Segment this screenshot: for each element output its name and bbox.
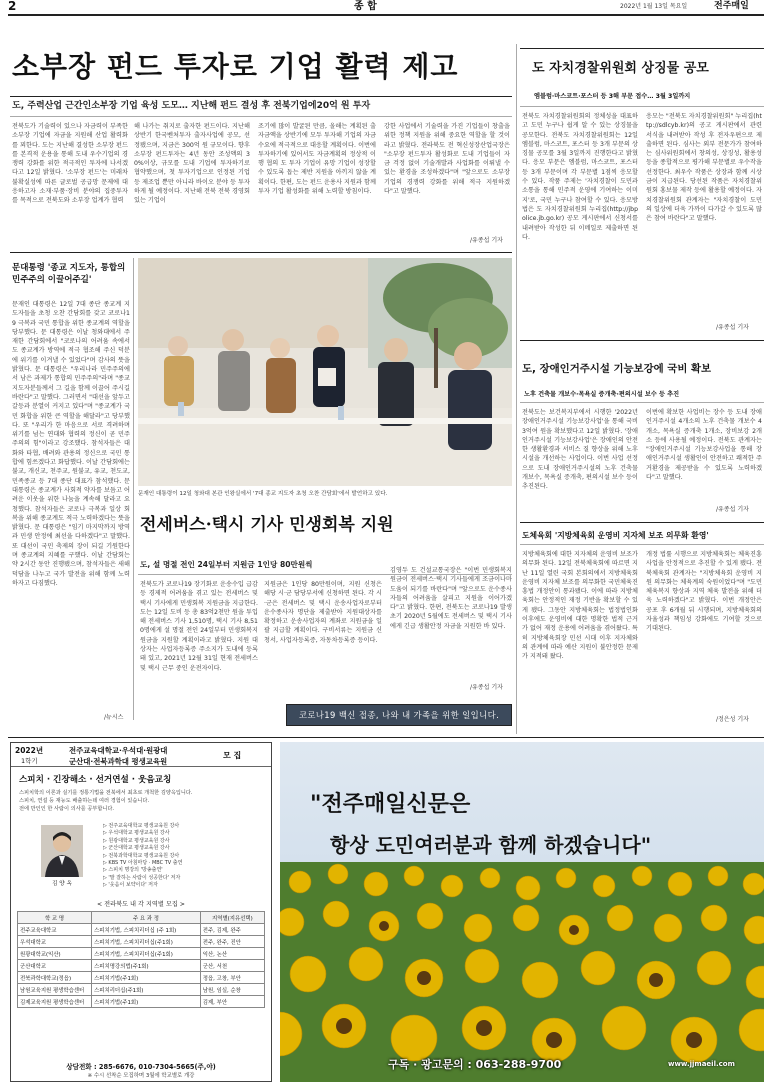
sunflower-ad (280, 742, 764, 1082)
right-mid-byline: /유종섭 기자 (716, 506, 749, 513)
right-mid-headline: 도, 장애인거주시설 기능보강에 국비 확보 (522, 363, 712, 375)
right-top-byline: /유종섭 기자 (716, 324, 749, 331)
ad-term: 1학기 (21, 757, 38, 765)
table-cell: 스피치기법, 스피치리더십(주1회) (92, 936, 201, 948)
section-name: 종 합 (354, 1, 377, 12)
right-bot-byline: /정은성 기자 (716, 716, 749, 723)
table-row (18, 996, 265, 1008)
table-row (18, 972, 265, 984)
page-header (8, 0, 764, 14)
ad-contact: 상담전화 : 285-6676, 010-7304-5665(주,야) (66, 1063, 216, 1071)
ad-top-band (11, 743, 271, 767)
ad-slogan-line-1: "전주매일신문은 (310, 791, 471, 817)
table-cell: 남원, 임실, 순창 (200, 984, 264, 996)
profile-line: ▷ 군산대학교 평생교육원 강사 (103, 845, 170, 852)
right-mid-sub-rule (520, 402, 764, 403)
table-cell: 김제교육지원 평생학습센터 (18, 996, 92, 1008)
table-row (18, 960, 265, 972)
table-header: 지역별(지유선택) (200, 912, 264, 924)
left-column-divider (133, 258, 134, 720)
ad-school-line-1: 전주교육대학교·우석대·원광대 (69, 746, 168, 755)
vaccine-banner-text: 코로나19 백신 접종, 나와 내 가족을 위한 일입니다. (298, 710, 500, 720)
table-cell: 김제, 부안 (200, 996, 264, 1008)
table-cell: 스피치기법(주1회) (92, 972, 201, 984)
table-cell: 스피치리더십(주1회) (92, 984, 201, 996)
lead-bottom-rule (10, 252, 512, 253)
table-cell: 스피치기법(주1회) (92, 996, 201, 1008)
issue-date: 2022년 1월 13일 목요일 (620, 3, 688, 10)
lead-headline: 소부장 펀드 투자로 기업 활력 제고 (12, 50, 459, 83)
page-number: 2 (8, 0, 17, 13)
right-bot-headline: 도체육회 '지방체육회 운영비 지자체 보조 의무화 환영' (522, 531, 709, 540)
right-bot-sub-rule (520, 544, 764, 545)
left-byline: /뉴시스 (104, 714, 124, 721)
header-rule (8, 14, 764, 16)
profile-line: ▷ 원광대학교 평생교육원 강사 (103, 837, 170, 844)
profile-line: ▷ 우석대학교 평생교육원 강사 (103, 830, 170, 837)
ad-intro-3: 전에 만인인 한 사람이 의사를 공부합니다. (19, 806, 115, 812)
bus-subhead: 도, 설 명절 전인 24일부터 지원금 1인당 80만원씩 (140, 560, 313, 569)
table-header-row (18, 912, 265, 924)
ad-subscribe-contact: 구독 · 광고문의 : 063-288-9700 (388, 1058, 562, 1071)
right-bot-col-2: 개정 법률 시행으로 지방체육회는 체육진흥 사업을 안정적으로 추진할 수 있게 됐다. 전북체육회 관계자는 "지방체육회 운영비 지원 의무화는 체육계의 숙원이었다"며 "도민 체육복지 향상과 지역 체육 발전을 위해 더욱 노력하겠다"고 밝혔다. 이번 개정안은 공포 후 6개월 뒤 시행되며, 지방체육회의 자율성과 책임성 강화에도 기여할 것으로 기대된다. (646, 551, 762, 633)
lead-col-4: 강한 사업에서 기술력을 가진 기업들이 창출을 위한 정책 지원을 위해 중요한 역할을 할 것이라고 밝혔다. 전라북도 전 혁신성장산업국장은 "소부장 펀드투자 활성화로 도내 기업들이 자금 걱정 없이 기술개발과 사업화를 이뤄낼 수 있는 환경을 조성하겠다"며 "앞으로도 소부장 기업의 경쟁력 강화를 위해 적극 지원하겠다"고 말했다. (384, 123, 510, 196)
ad-recruit: 모 집 (223, 751, 242, 760)
lead-sub-rule (10, 116, 512, 117)
vaccine-banner (286, 704, 512, 726)
right-top-headline: 도 자치경찰위원회 상징물 공모 (532, 61, 709, 76)
instructor-portrait (41, 825, 83, 877)
profile-line: ▷ 전주교육대학교 평생교육원 강사 (103, 823, 180, 829)
instructor-name: 김 양 옥 (52, 881, 72, 887)
table-row (18, 924, 265, 936)
instructor-profile (103, 823, 269, 890)
lead-rule (10, 96, 512, 97)
table-cell: 원광대학교(익산) (18, 948, 92, 960)
table-cell: 익산, 논산 (200, 948, 264, 960)
table-cell: 군산대학교 (18, 960, 92, 972)
table-cell: 전주교육대학교 (18, 924, 92, 936)
news-photo (138, 258, 512, 486)
table-cell: 스피치기법, 스피치리더십(주1회) (92, 948, 201, 960)
bus-col-2: 지원금은 1인당 80만원이며, 지원 신청은 해당 시·군 담당부서에 신청하면 된다. 각 시·군은 전세버스 및 택시 운송사업자로부터 운수종사자 명단을 제출받아 지원대상자를 확정하고 운송사업자의 계좌로 지원금을 일괄 지급할 계획이다. 구비서류는 지원금 신청서, 사업자등록증, 자동차등록증 등이다. (264, 581, 382, 644)
ad-slogan-line-2: 항상 도민여러분과 함께 하겠습니다" (330, 833, 652, 857)
right-column-divider (516, 44, 517, 734)
lead-subhead: 도, 주력산업 근간인소부장 기업 육성 도모… 지난해 펀드 결성 후 전북기업에20억 원 투자 (12, 101, 371, 111)
table-cell: 전주, 김제, 완주 (200, 924, 264, 936)
lead-col-1: 전북도가 기술력이 있으나 자금력이 부족한 소부장 기업에 자금을 지원해 산업 활력화를 꾀한다. 도는 지난해 결성한 소부장 펀드를 본격적 운용을 통해 도내 우수기업의 경쟁력 강화를 위한 적극적인 투자에 나서겠다고 12일 밝혔다. '소부장 펀드'는 미래차 불확실성에 따른 글로벌 공급망 문제에 대응하고자 소재·부품·장비 분야의 집중투자를 목적으로 전북도와 소부장 업계가 협력 (12, 123, 128, 205)
table-cell: 정읍, 고창, 부안 (200, 972, 264, 984)
left-headline: 문대통령 '종교 지도자, 통합의 민주주의 이끌어주길' (12, 263, 126, 285)
profile-line: ▷ 스피치 명강의 '방송출연' (103, 867, 163, 874)
profile-line: ▷ '웃음이 보약이다' 저자 (103, 882, 158, 889)
table-row (18, 984, 265, 996)
table-header: 주 요 과 정 (92, 912, 201, 924)
lead-col-2: 해 나가는 취지로 출자한 펀드이다. 지난해 상반기 한국벤처투자 출자사업에 공모, 선정됐으며, 지금은 300억 원 규모이다. 향후 소부장 펀드투자는 4년 동안 조성액의 30%이상, 규모를 도내 기업에 투자하기로 협약했으며, 첫 투자기업으로 인정된 기업 등 제조업 뿐만 아니라 바이오 분야 등 투자하게 될 예정이다. 지난해 전북 전북 경영회 있는 기업이 (134, 123, 250, 205)
right-top-subhead: 엠블럼·마스코트·포스터 등 3해 부문 접수… 3월 3일까지 (534, 93, 691, 100)
right-top-sub-rule (520, 106, 764, 107)
profile-line: ▷ '말 잘하는 사람이 성공한다' 저자 (103, 874, 181, 881)
lead-byline: /유종섭 기자 (470, 237, 503, 244)
ad-table-title: < 전라북도 내 각 지역별 모집 > (97, 901, 185, 908)
photo-caption: 문재인 대통령이 12일 청와대 본관 인왕실에서 '7대 종교 지도자 초청 오찬 간담회'에서 발언하고 있다. (138, 491, 388, 497)
ad-region-table (17, 911, 265, 1008)
paper-name: 전주매일 (714, 1, 749, 11)
table-header: 학 교 명 (18, 912, 92, 924)
table-cell: 군산, 서천 (200, 960, 264, 972)
table-row (18, 936, 265, 948)
ad-school-line-2: 군산대·전북과학대 평생교육원 (69, 757, 168, 766)
table-cell: 남원교육지원 평생학습센터 (18, 984, 92, 996)
right-mid-subhead: 노후 건축물 개보수·목욕실 증개축·편의시설 보수 등 추진 (524, 391, 680, 398)
bus-col-3: 김영두 도 건설교통국장은 "이번 민생회복지원금이 전세버스·택시 기사들에게 조금이나마 도움이 되기를 바란다"며 "앞으로도 운수종사자들의 어려움을 살피고 지원을 이어가겠다"고 밝혔다. 한편, 전북도는 코로나19 발생 초기 2020년 5월에도 전세버스 및 택시 기사에게 긴급 생활안정 자금을 지원한 바 있다. (390, 567, 512, 630)
right-bot-rule (520, 522, 764, 523)
lead-col-3: 조기에 많이 발굴된 만큼, 올해는 계획된 출자금액을 상반기에 모두 투자해 기업의 자금 수요에 적극적으로 대응할 계획이다. 이번에 투자하기에 있어서도 자금계획의 정상적 이행 협의 도 투자 기업이 유망 기업이 성장할 수 있도록 돕는 제반 지원을 아끼지 않을 계획이다. 한편, 도는 펀드 운용사 지원과 함께 투자 기업 활성화를 위해 노력할 방침이다. (258, 123, 376, 196)
right-mid-col-2: 이번에 확보한 사업비는 장수 등 도내 장애인거주시설 4개소의 노후 건축물 개보수 4개소, 목욕실 증개축 1개소, 장비보강 2개소 등에 사용될 예정이다. 전북도 관계자는 "장애인거주시설 기능보강사업을 통해 장애인거주시설 생활인이 안전하고 쾌적한 주거환경을 제공받을 수 있도록 노력하겠다"고 말했다. (646, 409, 762, 482)
right-top-col-1: 전북도 자치경찰위원회의 정체성을 대표하고 도민 누구나 쉽게 알 수 있는 상징물을 공모한다. 전북도 자치경찰위원회는 12일 엠블럼, 마스코트, 포스터 등 3개 부문의 상징물 공모를 3월 3일까지 진행한다고 밝혔다. 응모 부문은 엠블럼, 마스코트, 포스터 등 3개 부문이며 각 부문별 1점씩 응모할 수 있다. 작품 주제는 '자치경찰이 도민과 소통을 통해 민주적 운영에 기여하는 이미지'로, 국민 누구나 참여할 수 있다. 응모방법은 도 자치경찰위원회 누리집(http://jbpolice.jb.go.kr) 공모 게시판에서 신청서를 내려받아 작성한 뒤 이메일로 제출하면 된다. (522, 113, 638, 241)
ad-website[interactable]: www.jjmaeil.com (668, 1060, 735, 1068)
bus-byline: /유종섭 기자 (470, 684, 503, 691)
table-cell: 스피치기법, 스피치리더십 (주 1회) (92, 924, 201, 936)
ad-year: 2022년 (15, 746, 44, 755)
ad-section-rule (8, 737, 764, 738)
table-cell: 전주, 완주, 진안 (200, 936, 264, 948)
left-body: 문재인 대통령은 12일 7대 종단 종교계 지도자들을 초청 오찬 간담회를 갖고 코로나19 극복과 국민 통합을 위한 종교계의 역할을 당부했다. 문 대통령은 이날 청와대에서 주재한 간담회에서 "코로나의 어려움 속에서도 종교계가 방역에 적극 협조해 주신 덕분에 위기를 이겨낼 수 있었다"며 감사의 뜻을 밝혔다. 문 대통령은 "우리나라 민주주의에서 남은 과제가 통합의 민주주의"라며 "종교 지도자분들께서 그 길을 함께 이끌어 주시길 바란다"고 말했다. 그러면서 "대선을 앞두고 갈등과 분열이 커지고 있다"며 "종교계가 국민 화합을 위한 큰 역할을 해달라"고 당부했다. 또 "우리가 한 마음으로 서로 격려하며 위기를 넘는 연대와 협력의 정신이 곧 민주주의의 힘"이라고 강조했다. 참석자들은 대화와 타협, 배려와 관용의 정신으로 국민 통합에 힘쓰겠다고 화답했다. 이날 간담회에는 불교, 개신교, 천주교, 원불교, 유교, 천도교, 민족종교 등 7대 종단 대표가 참석했다. 문 대통령은 종교계가 사회적 약자를 보듬고 어려운 이웃을 위한 나눔을 계속해 달라고 요청했다. 참석자들은 코로나 극복과 일상 회복을 위해 종교계도 적극 노력하겠다는 뜻을 밝혔다. 문 대통령은 "임기 마지막까지 방역과 민생 안정에 최선을 다하겠다"고 말했다. 또 대선이 국민 축제의 장이 되길 기원한다며 종교계의 지혜를 구했다. 이날 간담회는 약 2시간 동안 진행됐으며, 참석자들은 새해 덕담을 나누고 국가 발전을 위해 함께 노력하자고 다짐했다. (12, 301, 130, 587)
bus-col-1: 전북도가 코로나19 장기화로 운송수입 급감 등 경제적 어려움을 겪고 있는 전세버스 및 택시 기사에게 민생회복 지원금을 지급한다. 도는 12일 도비 등 총 83억2천만 원을 투입해 전세버스 기사 1,510명, 택시 기사 8,510명에게 설 명절 전인 24일부터 민생회복지원금을 지원할 계획이라고 밝혔다. 지원 대상자는 사업자등록증 주소지가 도내에 등록돼 있고, 2021년 12월 31일 현재 전세버스 및 택시 근무 중인 운전자이다. (140, 581, 258, 672)
right-top-col-2: 응모는 "전북도 자치경찰위원회" 누리집(http://sdlcyb.kr)의 공고 게시판에서 관련 서식을 내려받아 작성 후 전자우편으로 제출하면 된다. 심사는 외부 전문가가 참여하는 심사위원회에서 창의성, 상징성, 활용성 등을 종합적으로 평가해 부문별로 우수작을 선정한다. 최우수 작품은 상장과 함께 시상금이 지급된다. 당선된 작품은 자치경찰위원회 홍보물 제작 등에 활용할 예정이다. 자치경찰위원회 관계자는 "자치경찰이 도민의 일상에 더욱 가까이 다가갈 수 있도록 많은 참여 바란다"고 말했다. (646, 113, 762, 223)
table-cell: 전북과학대학교(정읍) (18, 972, 92, 984)
bus-headline: 전세버스·택시 기사 민생회복 지원 (140, 515, 394, 535)
ad-intro-1: 스피치학의 이론과 실기를 정통기법을 전북에서 최초로 개척한 김양옥입니다. (19, 790, 193, 796)
ad-courses-title: 스피치 · 긴장해소 · 선거연설 · 웃음교칭 (19, 775, 172, 785)
right-bot-col-1: 지방체육회에 대한 지자체의 운영비 보조가 의무화 된다. 12일 전북체육회에 따르면 지난 11일 열린 국회 본회의에서 지방체육회 운영비 지자체 보조를 의무화한 국민체육진흥법 개정안이 통과됐다. 이에 따라 지방체육회는 안정적인 재정 기반을 확보할 수 있게 됐다. 그동안 지방체육회는 법정법인화 이후에도 운영비에 대한 명확한 법적 근거가 없어 재정 운용에 어려움을 겪어왔다. 특히 지방체육회장 민선 시대 이후 지자체와의 관계에 따라 예산 지원이 불안정한 문제가 지적돼 왔다. (522, 551, 638, 661)
table-cell: 우석대학교 (18, 936, 92, 948)
right-mid-rule (520, 340, 764, 341)
profile-line: ▷ 전북과학대학교 평생교육원 강사 (103, 852, 180, 859)
ad-intro-2: 스피치, 연설 등 재능도 배출하는데 여러 경험이 있습니다. (19, 798, 150, 804)
profile-line: ▷ KBS TV 아침마당 · MBC TV 출연 (103, 860, 183, 867)
right-mid-col-1: 전북도는 보건복지부에서 시행한 '2022년 장애인거주시설 기능보강사업'을 통해 국비 3억여 원을 확보했다고 12일 밝혔다. '장애인거주시설 기능보강사업'은 장애인의 안전한 생활환경과 서비스 질 향상을 위해 노후 시설을 개선하는 사업이다. 이번 사업 선정으로 도내 장애인거주시설의 노후 건축물 개보수, 목욕실 증개축, 편의시설 보수 등이 추진된다. (522, 409, 638, 491)
table-cell: 스피치명강의법(주1회) (92, 960, 201, 972)
ad-note: ※ 수시 선착순 모집하며 3월에 학교별로 개강 (87, 1073, 195, 1079)
speech-school-ad (10, 742, 272, 1082)
table-row (18, 948, 265, 960)
